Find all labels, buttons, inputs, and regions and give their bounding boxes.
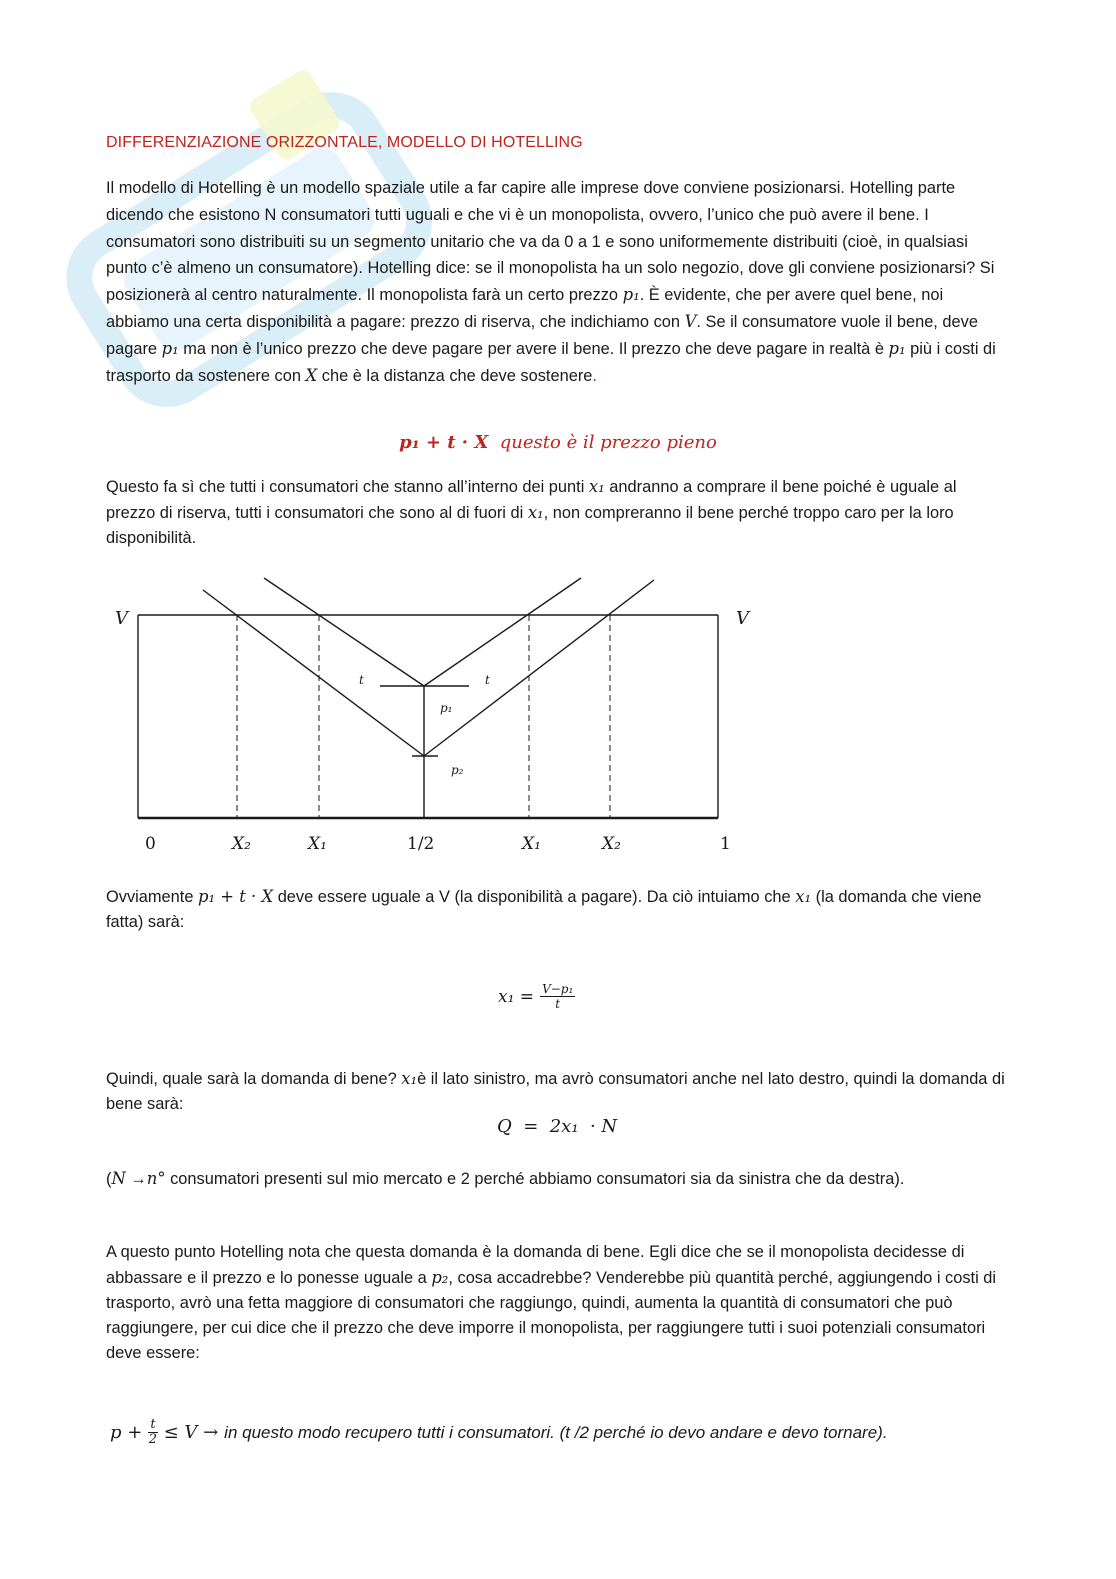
v-label-left: V	[115, 608, 128, 629]
hotelling-diagram	[100, 570, 780, 870]
p1-label: p₁	[440, 701, 453, 715]
page-title: DIFFERENZIAZIONE ORIZZONTALE, MODELLO DI HOTELLING	[106, 134, 583, 151]
x-axis-label: X₂	[602, 834, 621, 854]
intro-paragraph: Il modello di Hotelling è un modello spaziale utile a far capire alle imprese dove conviene posizionarsi. Hotelling parte dicendo che esistono N consumatori tutti uguali e che vi è un monopolista, ovvero, l’unico che può avere il bene. I consumatori sono distribuiti su un segmento unitario che va da 0 a 1 e sono uniformemente distribuiti (cioè, in qualsiasi punto c’è almeno un consumatore). Hotelling dice: se il monopolista ha un solo negozio, dove gli conviene posizionarsi? Si posizionerà al centro naturalmente. Il monopolista farà un certo prezzo p₁. È evidente, che per avere quel bene, noi abbiamo una certa disponibilità a pagare: prezzo di riserva, che indichiamo con V. Se il consumatore vuole il bene, deve pagare p₁ ma non è l’unico prezzo che deve pagare per avere il bene. Il prezzo che deve pagare in realtà è p₁ più i costi di trasporto da sostenere con X che è la distanza che deve sostenere.	[106, 179, 996, 385]
quantity-formula: Q = 2x₁ · N	[497, 1116, 618, 1137]
x1-formula: x₁ = $\frac{\text{V−p₁}}{t}$	[498, 982, 574, 1011]
x-axis-label: 1/2	[407, 834, 435, 854]
full-price-formula: p₁ + t · X questo è il prezzo pieno	[399, 432, 717, 453]
line-p1-left	[264, 578, 424, 686]
paragraph-equality: Ovviamente p₁ + t · X deve essere uguale a V (la disponibilità a pagare). Da ciò intuiamo che x₁ (la domanda che viene fatta) sarà:	[106, 887, 982, 931]
x-axis-label: X₁	[522, 834, 541, 854]
t-label-left: t	[359, 673, 364, 687]
paragraph-n-consumers: (N →n° consumatori presenti sul mio mercato e 2 perché abbiamo consumatori sia da sinistra che da destra).	[106, 1169, 905, 1188]
x-axis-labels	[145, 834, 731, 854]
hotelling-diagram-svg	[100, 570, 780, 870]
x-axis-label: X₁	[308, 834, 327, 854]
paragraph-demand-range: Questo fa sì che tutti i consumatori che stanno all’interno dei punti x₁ andranno a comprare il bene poiché è uguale al prezzo di riserva, tutti i consumatori che sono al di fuori di x₁, non compreranno il bene perché troppo caro per la loro disponibilità.	[106, 477, 957, 547]
paragraph-price-reduction: A questo punto Hotelling nota che questa domanda è la domanda di bene. Egli dice che se il monopolista decidesse di abbassare e il prezzo e lo ponesse uguale a p₂, cosa accadrebbe? Venderebbe più quantità perché, aggiungendo i costi di trasporto, avrò una fetta maggiore di consumatori che raggiungo, quindi, aumenta la quantità di consumatori che può raggiungere, per cui dice che il prezzo che deve imporre il monopolista, per raggiungere tutti i suoi potenziali consumatori deve essere:	[106, 1243, 997, 1362]
v-label-right: V	[736, 608, 749, 629]
x-axis-label: 1	[720, 834, 731, 854]
p2-label: p₂	[451, 763, 464, 777]
paragraph-demand-question: Quindi, quale sarà la domanda di bene? x₁è il lato sinistro, ma avrò consumatori anche nel lato destro, quindi la domanda di bene sarà:	[106, 1069, 1005, 1113]
x-axis-label: X₂	[232, 834, 251, 854]
final-condition: p + $\frac{t}{2}$ ≤ V → in questo modo recupero tutti i consumatori. (t /2 perché io devo andare e devo tornare).	[110, 1417, 888, 1447]
line-p1-right	[424, 578, 581, 686]
t-label-right: t	[485, 673, 490, 687]
x-axis-label: 0	[145, 834, 156, 854]
